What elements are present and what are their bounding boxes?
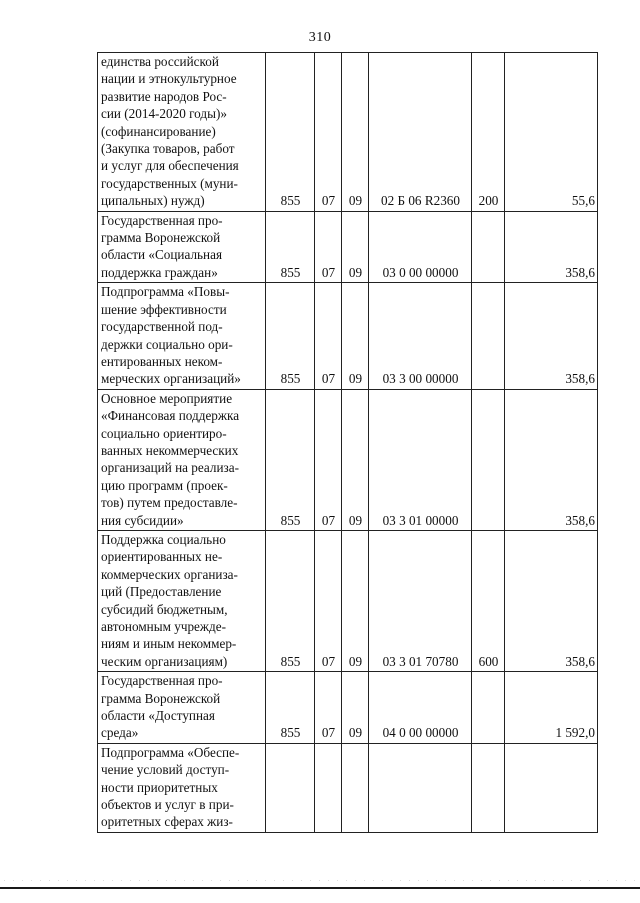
table-row (98, 530, 598, 671)
section-code (315, 743, 342, 832)
target-article-code (369, 743, 472, 832)
target-article-code: 04 0 00 00000 (369, 672, 472, 744)
amount: 55,6 (505, 53, 598, 212)
target-article-code: 03 3 01 00000 (369, 389, 472, 530)
row-name: Подпрограмма «Повы- шение эффективности государственной под- держки социально ори- ентированных неком- мерческих организаций» (98, 283, 266, 389)
row-name: единства российской нации и этнокультурное развитие народов Рос- сии (2014-2020 годы)» (софинансирование) (Закупка товаров, работ и услуг для обеспечения государственных (муни- ципальных) нужд) (98, 53, 266, 212)
ministry-code: 855 (266, 211, 315, 283)
section-code: 07 (315, 389, 342, 530)
table-row (98, 743, 598, 832)
section-code: 07 (315, 283, 342, 389)
target-article-code: 03 3 01 70780 (369, 530, 472, 671)
ministry-code: 855 (266, 672, 315, 744)
table-row (98, 283, 598, 389)
amount: 358,6 (505, 530, 598, 671)
table-row (98, 672, 598, 744)
table-row (98, 389, 598, 530)
expense-type-code: 600 (472, 530, 505, 671)
ministry-code: 855 (266, 389, 315, 530)
subsection-code: 09 (342, 672, 369, 744)
expense-type-code (472, 389, 505, 530)
row-name: Основное мероприятие «Финансовая поддержка социально ориентиро- ванных некоммерческих организаций на реализа- цию программ (проек- тов) путем предоставле- ния субсидии» (98, 389, 266, 530)
expense-type-code: 200 (472, 53, 505, 212)
ministry-code (266, 743, 315, 832)
subsection-code: 09 (342, 283, 369, 389)
scan-noise (0, 878, 640, 884)
expense-type-code (472, 211, 505, 283)
section-code: 07 (315, 53, 342, 212)
target-article-code: 02 Б 06 R2360 (369, 53, 472, 212)
budget-table (97, 52, 598, 833)
amount: 358,6 (505, 283, 598, 389)
row-name: Поддержка социально ориентированных не- коммерческих организа- ций (Предоставление субсидий бюджетным, автономным учрежде- ниям и иным некоммер- ческим организациям) (98, 530, 266, 671)
section-code: 07 (315, 211, 342, 283)
subsection-code: 09 (342, 389, 369, 530)
scan-edge-line (0, 887, 640, 889)
section-code: 07 (315, 672, 342, 744)
amount: 358,6 (505, 389, 598, 530)
section-code: 07 (315, 530, 342, 671)
subsection-code (342, 743, 369, 832)
table-row (98, 53, 598, 212)
table-row (98, 211, 598, 283)
row-name: Государственная про- грамма Воронежской области «Социальная поддержка граждан» (98, 211, 266, 283)
page-number: 310 (308, 30, 332, 45)
subsection-code: 09 (342, 530, 369, 671)
amount: 358,6 (505, 211, 598, 283)
amount: 1 592,0 (505, 672, 598, 744)
ministry-code: 855 (266, 283, 315, 389)
amount (505, 743, 598, 832)
target-article-code: 03 0 00 00000 (369, 211, 472, 283)
expense-type-code (472, 672, 505, 744)
target-article-code: 03 3 00 00000 (369, 283, 472, 389)
row-name: Подпрограмма «Обеспе- чение условий доступ- ности приоритетных объектов и услуг в при- оритетных сферах жиз- (98, 743, 266, 832)
row-name: Государственная про- грамма Воронежской области «Доступная среда» (98, 672, 266, 744)
expense-type-code (472, 743, 505, 832)
ministry-code: 855 (266, 53, 315, 212)
ministry-code: 855 (266, 530, 315, 671)
subsection-code: 09 (342, 211, 369, 283)
subsection-code: 09 (342, 53, 369, 212)
expense-type-code (472, 283, 505, 389)
